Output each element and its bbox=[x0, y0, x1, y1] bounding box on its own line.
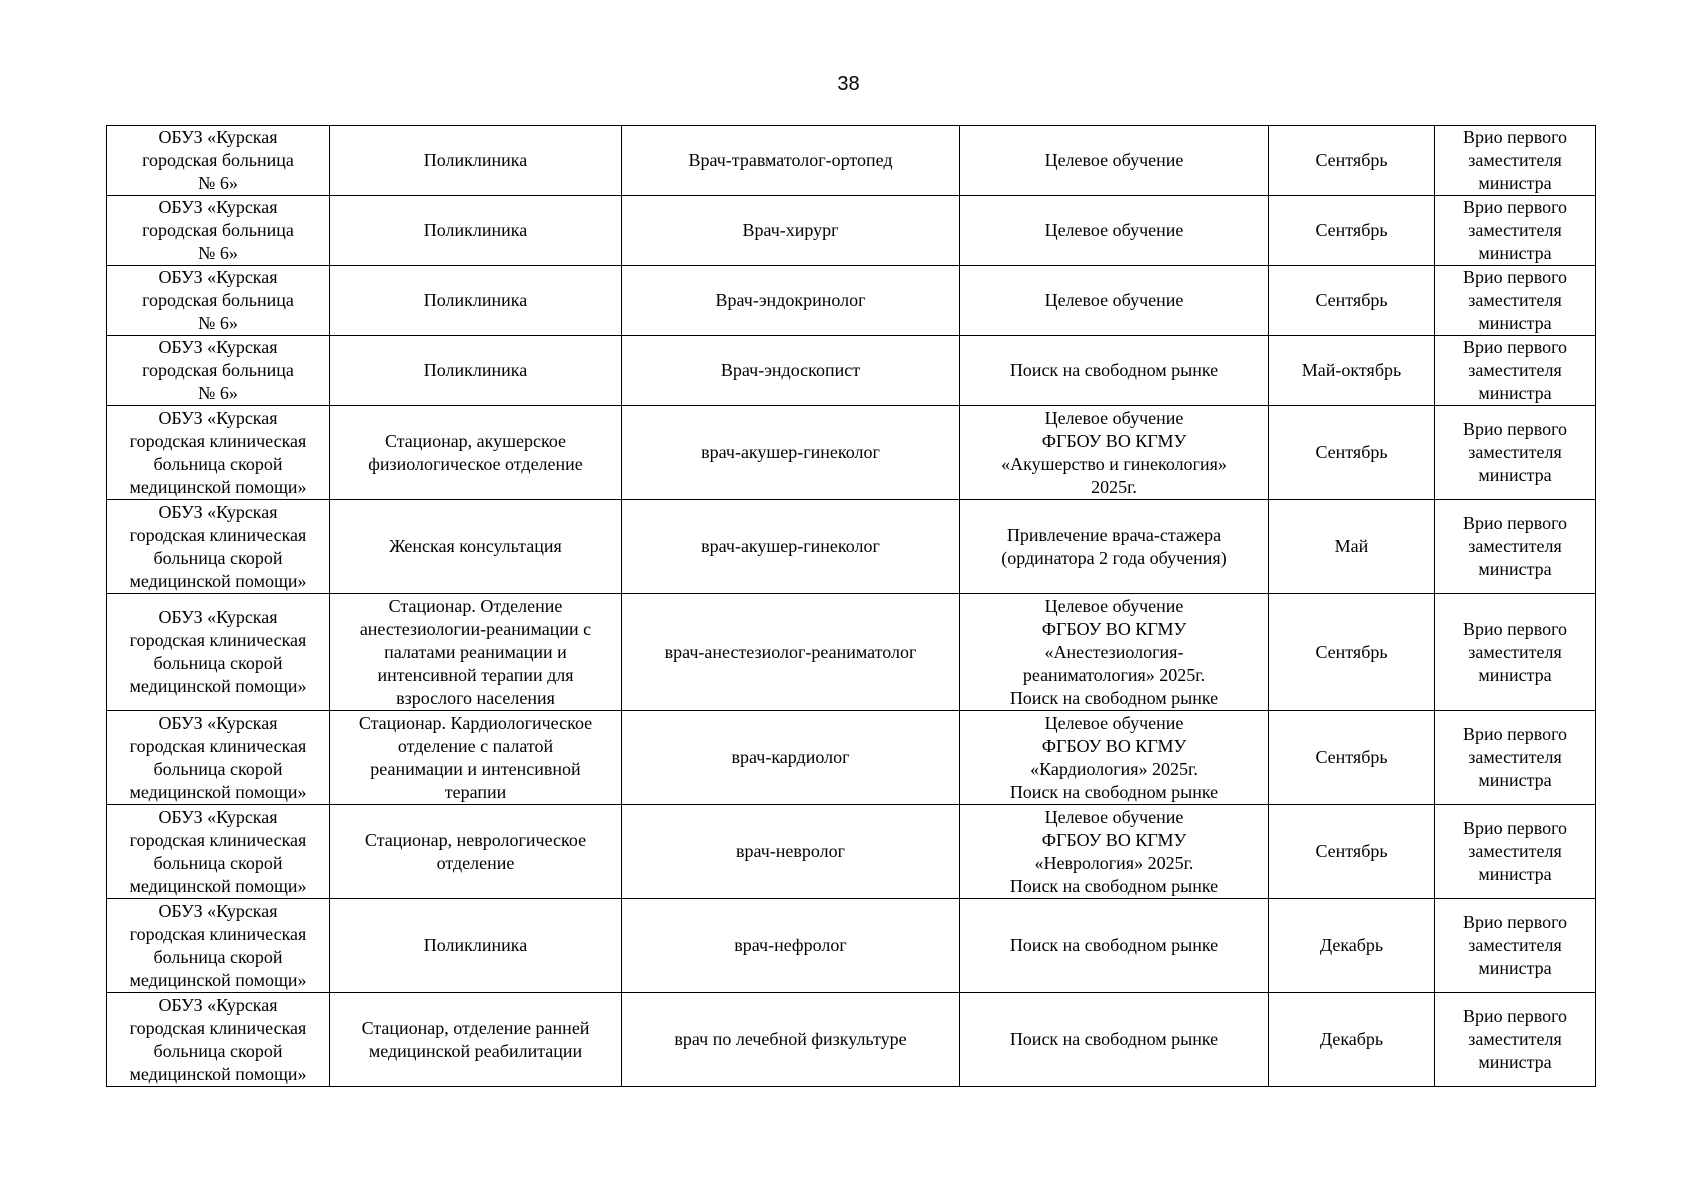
table-row bbox=[107, 266, 1596, 336]
action-cell-text: Целевое обучение ФГБОУ ВО КГМУ «Кардиология» 2025г. Поиск на свободном рынке bbox=[1009, 712, 1219, 802]
responsible-cell bbox=[1435, 196, 1596, 266]
responsible-cell-text: Врио первого заместителя министра bbox=[1462, 267, 1568, 333]
action-cell bbox=[960, 406, 1269, 500]
responsible-cell bbox=[1435, 805, 1596, 899]
action-cell bbox=[960, 500, 1269, 594]
department-cell-text: Поликлиника bbox=[423, 150, 528, 170]
position-cell bbox=[622, 500, 960, 594]
responsible-cell-text: Врио первого заместителя министра bbox=[1462, 513, 1568, 579]
organization-cell-text: ОБУЗ «Курская городская клиническая больница скорой медицинской помощи» bbox=[129, 712, 307, 802]
table-row bbox=[107, 500, 1596, 594]
responsible-cell-text: Врио первого заместителя министра bbox=[1462, 1006, 1568, 1072]
position-cell-text: врач-акушер-гинеколог bbox=[701, 442, 880, 462]
position-cell bbox=[622, 336, 960, 406]
period-cell bbox=[1269, 805, 1435, 899]
organization-cell-text: ОБУЗ «Курская городская больница № 6» bbox=[142, 197, 294, 263]
period-cell-text: Сентябрь bbox=[1315, 442, 1388, 462]
action-cell bbox=[960, 266, 1269, 336]
action-cell-text: Целевое обучение bbox=[1044, 220, 1184, 240]
table-row bbox=[107, 406, 1596, 500]
period-cell bbox=[1269, 336, 1435, 406]
period-cell bbox=[1269, 899, 1435, 993]
organization-cell bbox=[107, 711, 330, 805]
department-cell bbox=[330, 899, 622, 993]
period-cell-text: Сентябрь bbox=[1315, 150, 1388, 170]
position-cell bbox=[622, 899, 960, 993]
department-cell-text: Поликлиника bbox=[423, 290, 528, 310]
table-row bbox=[107, 805, 1596, 899]
period-cell bbox=[1269, 500, 1435, 594]
period-cell-text: Май-октябрь bbox=[1301, 360, 1402, 380]
period-cell bbox=[1269, 406, 1435, 500]
position-cell-text: врач-кардиолог bbox=[731, 747, 850, 767]
period-cell-text: Декабрь bbox=[1319, 935, 1384, 955]
period-cell-text: Сентябрь bbox=[1315, 747, 1388, 767]
action-cell-text: Поиск на свободном рынке bbox=[1009, 1029, 1219, 1049]
position-cell bbox=[622, 993, 960, 1087]
department-cell-text: Поликлиника bbox=[423, 220, 528, 240]
table-row bbox=[107, 126, 1596, 196]
organization-cell bbox=[107, 196, 330, 266]
position-cell bbox=[622, 406, 960, 500]
department-cell-text: Стационар, неврологическое отделение bbox=[364, 829, 587, 873]
action-cell bbox=[960, 993, 1269, 1087]
department-cell bbox=[330, 126, 622, 196]
responsible-cell-text: Врио первого заместителя министра bbox=[1462, 618, 1568, 685]
period-cell bbox=[1269, 126, 1435, 196]
responsible-cell-text: Врио первого заместителя министра bbox=[1462, 724, 1568, 790]
period-cell-text: Сентябрь bbox=[1315, 290, 1388, 310]
responsible-cell-text: Врио первого заместителя министра bbox=[1462, 337, 1568, 403]
staffing-plan-table bbox=[106, 125, 1596, 1087]
period-cell bbox=[1269, 993, 1435, 1087]
action-cell bbox=[960, 336, 1269, 406]
period-cell-text: Декабрь bbox=[1319, 1029, 1384, 1049]
organization-cell-text: ОБУЗ «Курская городская больница № 6» bbox=[142, 337, 294, 403]
responsible-cell bbox=[1435, 594, 1596, 711]
department-cell-text: Стационар. Отделение анестезиологии-реанимации с палатами реанимации и интенсивной терапии для взрослого населения bbox=[359, 595, 592, 708]
organization-cell bbox=[107, 993, 330, 1087]
responsible-cell-text: Врио первого заместителя министра bbox=[1462, 419, 1568, 485]
organization-cell-text: ОБУЗ «Курская городская больница № 6» bbox=[142, 127, 294, 193]
department-cell bbox=[330, 711, 622, 805]
organization-cell bbox=[107, 594, 330, 711]
period-cell bbox=[1269, 711, 1435, 805]
responsible-cell bbox=[1435, 500, 1596, 594]
position-cell-text: Врач-эндоскопист bbox=[720, 360, 861, 380]
position-cell bbox=[622, 126, 960, 196]
page-number: 38 bbox=[837, 73, 860, 95]
position-cell bbox=[622, 711, 960, 805]
position-cell-text: Врач-хирург bbox=[742, 220, 839, 240]
department-cell bbox=[330, 594, 622, 711]
organization-cell-text: ОБУЗ «Курская городская клиническая больница скорой медицинской помощи» bbox=[129, 900, 307, 990]
position-cell-text: врач-анестезиолог-реаниматолог bbox=[664, 641, 917, 662]
organization-cell bbox=[107, 266, 330, 336]
period-cell-text: Май bbox=[1334, 536, 1369, 556]
responsible-cell bbox=[1435, 711, 1596, 805]
action-cell bbox=[960, 196, 1269, 266]
action-cell-text: Целевое обучение bbox=[1044, 290, 1184, 310]
position-cell-text: врач-акушер-гинеколог bbox=[701, 536, 880, 556]
organization-cell-text: ОБУЗ «Курская городская клиническая больница скорой медицинской помощи» bbox=[129, 501, 307, 591]
table-row bbox=[107, 336, 1596, 406]
position-cell bbox=[622, 594, 960, 711]
department-cell-text: Женская консультация bbox=[389, 536, 562, 556]
period-cell-text: Сентябрь bbox=[1315, 841, 1388, 861]
organization-cell-text: ОБУЗ «Курская городская клиническая больница скорой медицинской помощи» bbox=[129, 607, 307, 696]
department-cell-text: Стационар, отделение ранней медицинской реабилитации bbox=[361, 1017, 590, 1061]
department-cell bbox=[330, 336, 622, 406]
position-cell bbox=[622, 266, 960, 336]
responsible-cell bbox=[1435, 899, 1596, 993]
responsible-cell-text: Врио первого заместителя министра bbox=[1462, 197, 1568, 263]
responsible-cell bbox=[1435, 266, 1596, 336]
position-cell bbox=[622, 196, 960, 266]
action-cell bbox=[960, 594, 1269, 711]
period-cell-text: Сентябрь bbox=[1315, 220, 1388, 240]
department-cell bbox=[330, 500, 622, 594]
department-cell bbox=[330, 406, 622, 500]
organization-cell-text: ОБУЗ «Курская городская клиническая больница скорой медицинской помощи» bbox=[129, 994, 307, 1084]
responsible-cell-text: Врио первого заместителя министра bbox=[1462, 912, 1568, 978]
action-cell-text: Целевое обучение bbox=[1044, 150, 1184, 170]
responsible-cell bbox=[1435, 126, 1596, 196]
position-cell-text: врач-невролог bbox=[735, 841, 846, 861]
organization-cell bbox=[107, 126, 330, 196]
table-row bbox=[107, 196, 1596, 266]
position-cell-text: Врач-эндокринолог bbox=[715, 290, 866, 310]
department-cell-text: Поликлиника bbox=[423, 360, 528, 380]
organization-cell-text: ОБУЗ «Курская городская клиническая больница скорой медицинской помощи» bbox=[129, 806, 307, 896]
action-cell bbox=[960, 805, 1269, 899]
period-cell bbox=[1269, 196, 1435, 266]
organization-cell bbox=[107, 500, 330, 594]
table-row bbox=[107, 899, 1596, 993]
action-cell-text: Поиск на свободном рынке bbox=[1009, 935, 1219, 955]
department-cell bbox=[330, 266, 622, 336]
action-cell-text: Целевое обучение ФГБОУ ВО КГМУ «Акушерство и гинекология» 2025г. bbox=[1001, 407, 1227, 497]
period-cell-text: Сентябрь bbox=[1315, 641, 1388, 662]
position-cell-text: врач по лечебной физкультуре bbox=[674, 1029, 907, 1049]
position-cell bbox=[622, 805, 960, 899]
action-cell-text: Привлечение врача-стажера (ординатора 2 года обучения) bbox=[1001, 524, 1227, 568]
organization-cell-text: ОБУЗ «Курская городская больница № 6» bbox=[142, 267, 294, 333]
organization-cell bbox=[107, 336, 330, 406]
responsible-cell-text: Врио первого заместителя министра bbox=[1462, 127, 1568, 193]
action-cell-text: Целевое обучение ФГБОУ ВО КГМУ «Неврология» 2025г. Поиск на свободном рынке bbox=[1009, 806, 1219, 896]
responsible-cell bbox=[1435, 336, 1596, 406]
department-cell bbox=[330, 196, 622, 266]
organization-cell bbox=[107, 899, 330, 993]
organization-cell-text: ОБУЗ «Курская городская клиническая больница скорой медицинской помощи» bbox=[129, 407, 307, 497]
organization-cell bbox=[107, 805, 330, 899]
action-cell bbox=[960, 899, 1269, 993]
table-row bbox=[107, 993, 1596, 1087]
action-cell-text: Целевое обучение ФГБОУ ВО КГМУ «Анестезиология- реаниматология» 2025г. Поиск на свободном рынке bbox=[1009, 595, 1219, 708]
table-row bbox=[107, 594, 1596, 711]
action-cell-text: Поиск на свободном рынке bbox=[1009, 360, 1219, 380]
department-cell-text: Стационар, акушерское физиологическое отделение bbox=[368, 430, 583, 474]
period-cell bbox=[1269, 594, 1435, 711]
action-cell bbox=[960, 126, 1269, 196]
department-cell bbox=[330, 993, 622, 1087]
department-cell-text: Поликлиника bbox=[423, 935, 528, 955]
table-body bbox=[107, 126, 1596, 1087]
department-cell-text: Стационар. Кардиологическое отделение с палатой реанимации и интенсивной терапии bbox=[358, 712, 593, 802]
responsible-cell-text: Врио первого заместителя министра bbox=[1462, 818, 1568, 884]
position-cell-text: Врач-травматолог-ортопед bbox=[688, 150, 893, 170]
organization-cell bbox=[107, 406, 330, 500]
position-cell-text: врач-нефролог bbox=[734, 935, 847, 955]
period-cell bbox=[1269, 266, 1435, 336]
table-row bbox=[107, 711, 1596, 805]
action-cell bbox=[960, 711, 1269, 805]
department-cell bbox=[330, 805, 622, 899]
responsible-cell bbox=[1435, 993, 1596, 1087]
responsible-cell bbox=[1435, 406, 1596, 500]
